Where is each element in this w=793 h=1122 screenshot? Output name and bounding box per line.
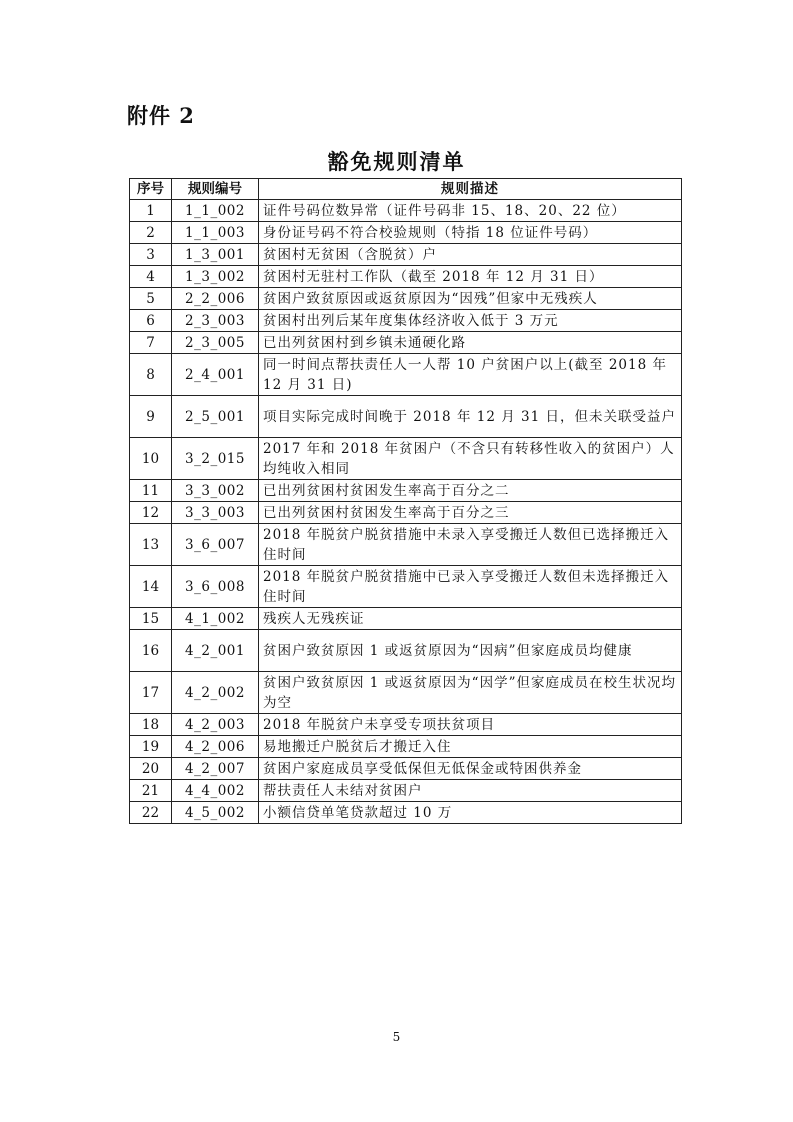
attachment-label: 附件 2: [127, 103, 195, 128]
column-header-rule-code: 规则编号: [172, 179, 259, 200]
rule-code: 1_1_003: [172, 222, 259, 244]
table-row: [130, 736, 682, 758]
rule-description: 项目实际完成时间晚于 2018 年 12 月 31 日，但未关联受益户: [259, 396, 682, 438]
table-row: [130, 222, 682, 244]
rule-description: 贫困村无驻村工作队（截至 2018 年 12 月 31 日）: [259, 266, 682, 288]
table-row: [130, 608, 682, 630]
table-row: [130, 524, 682, 566]
row-number: 15: [130, 608, 172, 630]
row-number: 21: [130, 780, 172, 802]
row-number: 12: [130, 502, 172, 524]
rule-description: 同一时间点帮扶责任人一人帮 10 户贫困户以上(截至 2018 年 12 月 31 日): [259, 354, 682, 396]
rule-code: 3_2_015: [172, 438, 259, 480]
row-number: 6: [130, 310, 172, 332]
row-number: 13: [130, 524, 172, 566]
rule-description: 2018 年脱贫户脱贫措施中未录入享受搬迁人数但已选择搬迁入住时间: [259, 524, 682, 566]
rule-code: 3_3_002: [172, 480, 259, 502]
rule-description: 已出列贫困村贫困发生率高于百分之二: [259, 480, 682, 502]
table-row: [130, 310, 682, 332]
rule-description: 帮扶责任人未结对贫困户: [259, 780, 682, 802]
rule-code: 2_3_005: [172, 332, 259, 354]
rule-code: 3_6_008: [172, 566, 259, 608]
rule-code: 2_3_003: [172, 310, 259, 332]
rule-description: 贫困户致贫原因 1 或返贫原因为“因学”但家庭成员在校生状况均为空: [259, 672, 682, 714]
rule-description: 小额信贷单笔贷款超过 10 万: [259, 802, 682, 824]
row-number: 20: [130, 758, 172, 780]
page-number: 5: [392, 1030, 401, 1044]
rule-description: 贫困户致贫原因或返贫原因为“因残”但家中无残疾人: [259, 288, 682, 310]
rule-description: 残疾人无残疾证: [259, 608, 682, 630]
rule-code: 4_5_002: [172, 802, 259, 824]
column-header-rule-description: 规则描述: [259, 179, 682, 200]
row-number: 18: [130, 714, 172, 736]
row-number: 9: [130, 396, 172, 438]
table-row: [130, 672, 682, 714]
rule-code: 2_5_001: [172, 396, 259, 438]
row-number: 5: [130, 288, 172, 310]
rule-code: 4_2_001: [172, 630, 259, 672]
table-row: [130, 630, 682, 672]
row-number: 2: [130, 222, 172, 244]
rule-code: 2_4_001: [172, 354, 259, 396]
row-number: 14: [130, 566, 172, 608]
rule-code: 1_3_001: [172, 244, 259, 266]
rule-code: 2_2_006: [172, 288, 259, 310]
document-title: 豁免规则清单: [327, 149, 466, 174]
rule-code: 1_3_002: [172, 266, 259, 288]
rule-description: 2017 年和 2018 年贫困户（不含只有转移性收入的贫困户）人均纯收入相同: [259, 438, 682, 480]
table-row: [130, 438, 682, 480]
table-header-row: [130, 179, 682, 200]
row-number: 17: [130, 672, 172, 714]
row-number: 11: [130, 480, 172, 502]
rule-description: 2018 年脱贫户未享受专项扶贫项目: [259, 714, 682, 736]
row-number: 16: [130, 630, 172, 672]
rule-code: 4_1_002: [172, 608, 259, 630]
table-row: [130, 266, 682, 288]
rule-description: 证件号码位数异常（证件号码非 15、18、20、22 位）: [259, 200, 682, 222]
exemption-rules-table: [129, 178, 682, 824]
row-number: 10: [130, 438, 172, 480]
rule-code: 4_2_002: [172, 672, 259, 714]
table-row: [130, 332, 682, 354]
table-row: [130, 244, 682, 266]
rule-description: 贫困户家庭成员享受低保但无低保金或特困供养金: [259, 758, 682, 780]
rule-description: 已出列贫困村到乡镇未通硬化路: [259, 332, 682, 354]
rule-description: 已出列贫困村贫困发生率高于百分之三: [259, 502, 682, 524]
row-number: 7: [130, 332, 172, 354]
table-row: [130, 288, 682, 310]
table-row: [130, 396, 682, 438]
row-number: 1: [130, 200, 172, 222]
rule-code: 4_2_006: [172, 736, 259, 758]
rule-description: 身份证号码不符合校验规则（特指 18 位证件号码）: [259, 222, 682, 244]
row-number: 22: [130, 802, 172, 824]
rule-description: 易地搬迁户脱贫后才搬迁入住: [259, 736, 682, 758]
table-row: [130, 200, 682, 222]
table-row: [130, 714, 682, 736]
rule-description: 贫困户致贫原因 1 或返贫原因为“因病”但家庭成员均健康: [259, 630, 682, 672]
rule-code: 3_6_007: [172, 524, 259, 566]
rule-description: 贫困村出列后某年度集体经济收入低于 3 万元: [259, 310, 682, 332]
table-row: [130, 502, 682, 524]
row-number: 3: [130, 244, 172, 266]
rule-code: 3_3_003: [172, 502, 259, 524]
rule-code: 4_4_002: [172, 780, 259, 802]
column-header-number: 序号: [130, 179, 172, 200]
row-number: 4: [130, 266, 172, 288]
rule-description: 2018 年脱贫户脱贫措施中已录入享受搬迁人数但未选择搬迁入住时间: [259, 566, 682, 608]
rule-description: 贫困村无贫困（含脱贫）户: [259, 244, 682, 266]
table-row: [130, 480, 682, 502]
table-row: [130, 758, 682, 780]
rule-code: 4_2_007: [172, 758, 259, 780]
table-row: [130, 354, 682, 396]
table-row: [130, 566, 682, 608]
rule-code: 4_2_003: [172, 714, 259, 736]
rule-code: 1_1_002: [172, 200, 259, 222]
table-row: [130, 802, 682, 824]
table-row: [130, 780, 682, 802]
row-number: 8: [130, 354, 172, 396]
row-number: 19: [130, 736, 172, 758]
